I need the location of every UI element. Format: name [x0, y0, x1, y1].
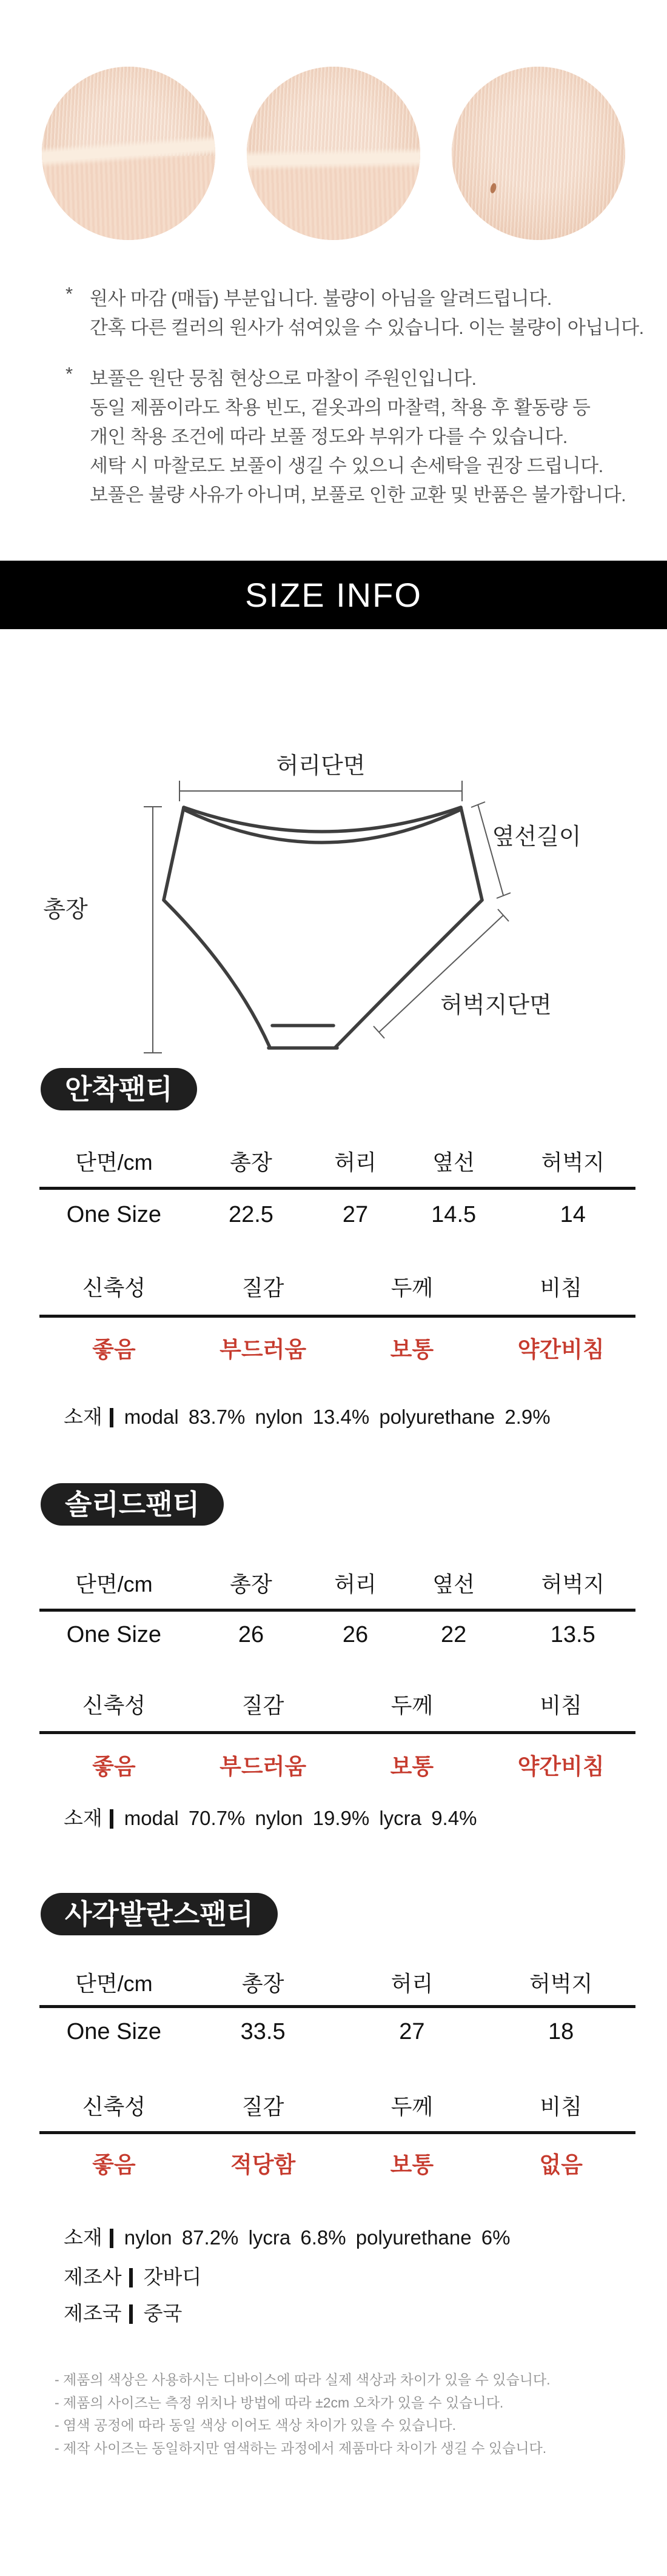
note-asterisk: * — [65, 283, 73, 304]
fabric-swatch-1 — [42, 67, 215, 240]
note-line: 세탁 시 마찰로도 보풀이 생길 수 있으니 손세탁을 권장 드립니다. — [90, 455, 603, 476]
footer-note: - 제작 사이즈는 동일하지만 염색하는 과정에서 제품마다 차이가 생길 수 있습니다. — [55, 2440, 547, 2456]
side-label: 옆선길이 — [492, 824, 582, 850]
note-line: 개인 착용 조건에 따라 보풀 정도와 부위가 다를 수 있습니다. — [90, 426, 568, 447]
separator-bar — [110, 1809, 113, 1829]
table-rule — [39, 1609, 635, 1612]
table-rule — [39, 1731, 635, 1734]
table-rule — [39, 2005, 635, 2008]
material-row: 소재 nylon 87.2% lycra 6.8% polyurethane 6% — [64, 2226, 511, 2249]
size-table-row: One Size 26 26 22 13.5 — [66, 1622, 595, 1647]
maker-row: 제조사 갓바디 — [64, 2266, 202, 2288]
separator-bar — [129, 2268, 133, 2287]
prop-table-header: 신축성 질감 두께 비침 — [82, 2094, 582, 2119]
length-dimension-line — [144, 807, 162, 1053]
footer-note: - 염색 공정에 따라 동일 색상 이어도 색상 차이가 있을 수 있습니다. — [55, 2417, 457, 2433]
panty-outline — [164, 807, 482, 1048]
knit-texture — [452, 67, 625, 240]
material-row: 소재 modal 70.7% nylon 19.9% lycra 9.4% — [64, 1807, 477, 1829]
thigh-label: 허벅지단면 — [440, 993, 552, 1018]
size-table-row: One Size 22.5 27 14.5 14 — [66, 1202, 586, 1227]
note-line: 간혹 다른 컬러의 원사가 섞여있을 수 있습니다. 이는 불량이 아닙니다. — [90, 317, 644, 338]
section-badge-anchak: 안착팬티 — [41, 1068, 197, 1110]
material-row: 소재 modal 83.7% nylon 13.4% polyurethane 2.9% — [64, 1406, 551, 1428]
note-line: 동일 제품이라도 착용 빈도, 겉옷과의 마찰력, 착용 후 활동량 등 — [90, 397, 591, 418]
footer-note: - 제품의 사이즈는 측정 위치나 방법에 따라 ±2cm 오차가 있을 수 있습니다. — [55, 2395, 504, 2411]
fabric-swatch-2 — [247, 67, 420, 240]
banner-title: SIZE INFO — [245, 576, 422, 614]
section-badge-solid: 솔리드팬티 — [41, 1483, 224, 1526]
length-label: 총장 — [43, 897, 88, 923]
prop-table-row: 좋음 적당함 보통 없음 — [92, 2152, 583, 2177]
separator-bar — [110, 2229, 113, 2248]
table-rule — [39, 1315, 635, 1318]
prop-table-header: 신축성 질감 두께 비침 — [82, 1275, 582, 1300]
table-rule — [39, 1187, 635, 1190]
prop-table-row: 좋음 부드러움 보통 약간비침 — [92, 1337, 605, 1362]
waist-dimension-line — [179, 781, 462, 801]
waist-label: 허리단면 — [276, 753, 366, 779]
prop-table-row: 좋음 부드러움 보통 약간비침 — [92, 1754, 605, 1779]
size-info-banner — [0, 561, 667, 629]
separator-bar — [110, 1408, 113, 1427]
size-table-header: 단면/cm 총장 허리 옆선 허벅지 — [75, 1572, 605, 1597]
origin-row: 제조국 중국 — [64, 2302, 183, 2324]
note-line: 원사 마감 (매듭) 부분입니다. 불량이 아님을 알려드립니다. — [90, 288, 552, 309]
measurement-diagram — [0, 733, 667, 1073]
prop-table-header: 신축성 질감 두께 비침 — [82, 1693, 582, 1718]
size-table-row: One Size 33.5 27 18 — [66, 2019, 574, 2044]
separator-bar — [129, 2304, 133, 2324]
footer-note: - 제품의 색상은 사용하시는 디바이스에 따라 실제 색상과 차이가 있을 수 있습니다. — [55, 2372, 551, 2387]
note-line: 보풀은 원단 뭉침 현상으로 마찰이 주원인입니다. — [90, 368, 477, 389]
table-rule — [39, 2131, 635, 2134]
thigh-dimension-line — [374, 909, 509, 1038]
section-badge-square-balance: 사각발란스팬티 — [41, 1893, 278, 1935]
fabric-swatch-3 — [452, 67, 625, 240]
size-table-header: 단면/cm 총장 허리 허벅지 — [75, 1971, 593, 1996]
size-table-header: 단면/cm 총장 허리 옆선 허벅지 — [75, 1150, 605, 1175]
note-asterisk: * — [65, 363, 73, 384]
note-line: 보풀은 불량 사유가 아니며, 보풀로 인한 교환 및 반품은 불가합니다. — [90, 484, 626, 506]
